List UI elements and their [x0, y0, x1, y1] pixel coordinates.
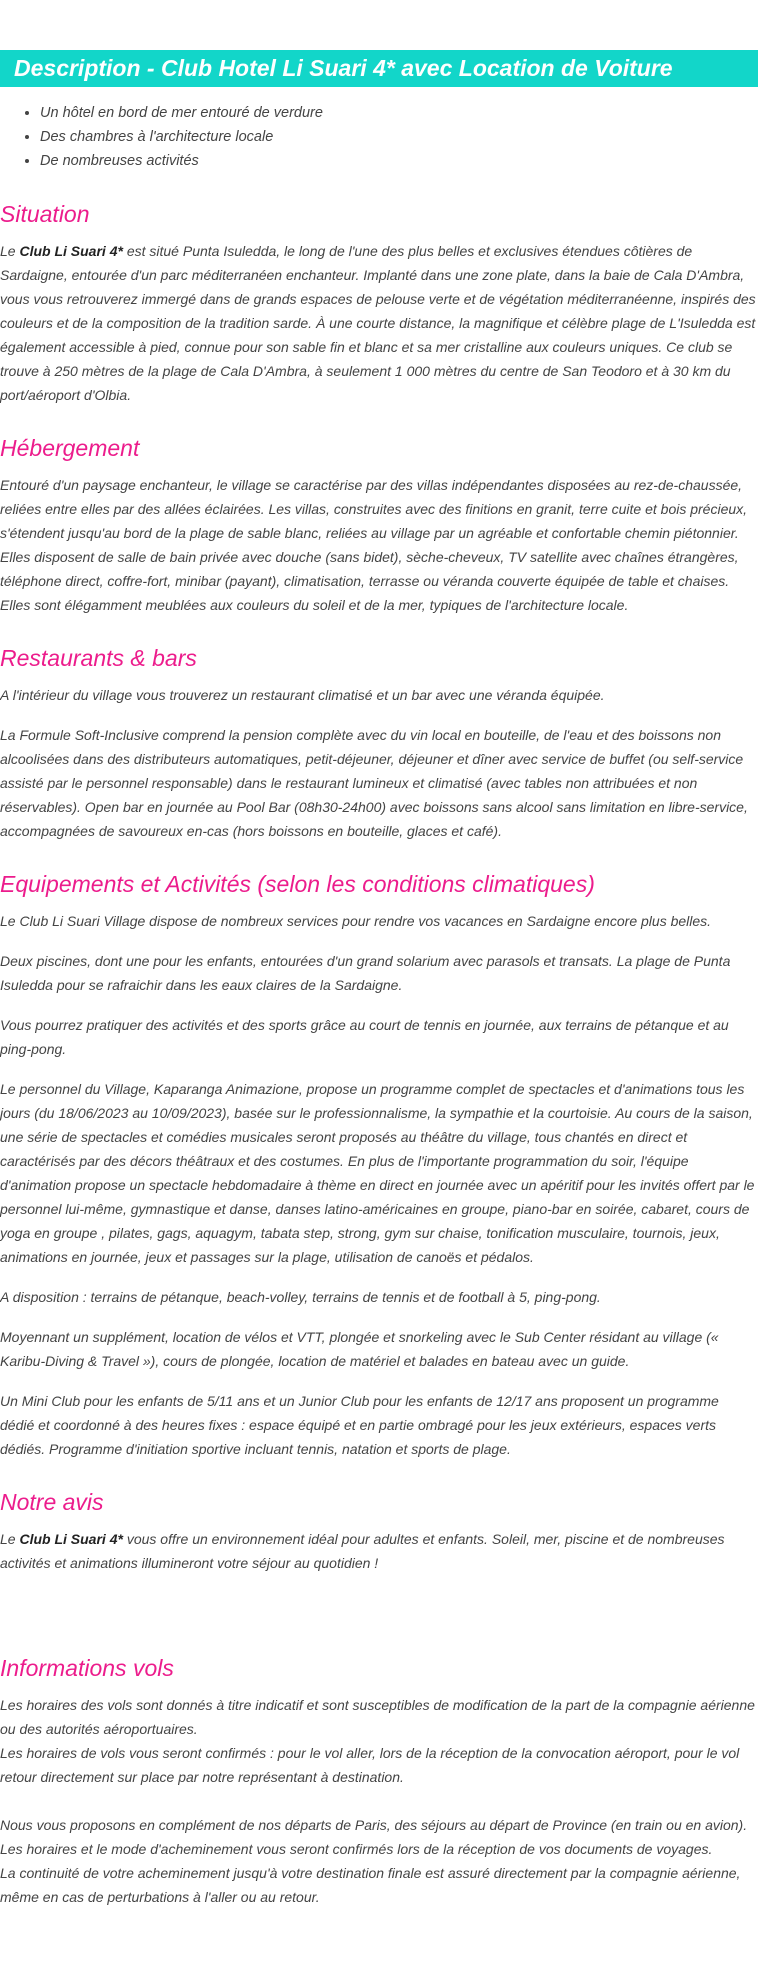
- vols-line-3: Nous vous proposons en complément de nos départs de Paris, des séjours au départ de Province (en train ou en avion).: [0, 1817, 748, 1833]
- situation-paragraph: Le Club Li Suari 4* est situé Punta Isuledda, le long de l'une des plus belles et exclusives étendues côtières de Sardaigne, entourée d'un parc méditerranéen enchanteur. Implanté dans une zone plate, dans la baie de Cala D'Ambra, vous vous retrouverez immergé dans de grands espaces de pelouse verte et de végétation méditerranéenne, inspirés des couleurs et de la composition de la tradition sarde. À une courte distance, la magnifique et célèbre plage de L'Isuledda est également accessible à pied, connue pour son sable fin et blanc et sa mer cristalline aux couleurs uniques. Ce club se trouve à 250 mètres de la plage de Cala D'Ambra, à seulement 1 000 mètres du centre de San Teodoro et à 30 km du port/aéroport d'Olbia.: [0, 243, 756, 403]
- equipements-paragraph-3: Vous pourrez pratiquer des activités et des sports grâce au court de tennis en journée, aux terrains de pétanque et au ping-pong.: [0, 1017, 729, 1057]
- hebergement-paragraph: Entouré d'un paysage enchanteur, le village se caractérise par des villas indépendantes disposées au rez-de-chaussée, reliées entre elles par des allées éclairées. Les villas, construites avec des finitions en granit, terre cuite et bois précieux, s'étendent jusqu'au bord de la plage de sable blanc, reliées au village par un agréable et confortable chemin piétonnier. Elles disposent de salle de bain privée avec douche (sans bidet), sèche-cheveux, TV satellite avec chaînes étrangères, téléphone direct, coffre-fort, minibar (payant), climatisation, terrasse ou véranda couverte équipée de table et chaises. Elles sont élégamment meublées aux couleurs du soleil et de la mer, typiques de l'architecture locale.: [0, 477, 748, 613]
- equipements-paragraph-5: A disposition : terrains de pétanque, beach-volley, terrains de tennis et de football à 5, ping-pong.: [0, 1289, 601, 1305]
- page-title-banner: [0, 50, 758, 87]
- page-title: Description - Club Hotel Li Suari 4* avec Location de Voiture: [14, 55, 673, 81]
- list-item: • Des chambres à l'architecture locale: [40, 125, 758, 149]
- spacer: [0, 1789, 758, 1813]
- list-item: • De nombreuses activités: [40, 149, 758, 173]
- restaurants-paragraph-2: La Formule Soft-Inclusive comprend la pension complète avec du vin local en bouteille, de l'eau et des boissons non alcoolisées dans des distributeurs automatiques, petit-déjeuner, déjeuner et dîner avec service de buffet (ou self-service assisté par le personnel responsable) dans le restaurant lumineux et climatisé (avec tables non attribuées et non réservables). Open bar en journée au Pool Bar (08h30-24h00) avec boissons sans alcool sans limitation en libre-service, accompagnées de savoureux en-cas (hors boissons en bouteille, glaces et café).: [0, 727, 748, 839]
- equipements-paragraph-6: Moyennant un supplément, location de vélos et VTT, plongée et snorkeling avec le Sub Center résidant au village (« Karibu-Diving & Travel »), cours de plongée, location de matériel et balades en bateau avec un guide.: [0, 1329, 719, 1369]
- vols-line-1: Les horaires des vols sont donnés à titre indicatif et sont susceptibles de modification de la part de la compagnie aérienne ou des autorités aéroportuaires.: [0, 1697, 755, 1737]
- description-content: [0, 50, 758, 1909]
- hotel-name: Club Li Suari 4*: [19, 243, 123, 259]
- section-heading-avis: Notre avis: [0, 1489, 104, 1515]
- section-heading-vols: Informations vols: [0, 1655, 174, 1681]
- vols-line-5: La continuité de votre acheminement jusqu'à votre destination finale est assuré directement par la compagnie aérienne, même en cas de perturbations à l'aller ou au retour.: [0, 1865, 741, 1905]
- vols-text: [0, 1693, 758, 1909]
- section-heading-restaurants: Restaurants & bars: [0, 645, 197, 671]
- list-item: • Un hôtel en bord de mer entouré de verdure: [40, 101, 758, 125]
- highlights-list: [0, 101, 758, 173]
- section-heading-situation: Situation: [0, 201, 90, 227]
- section-heading-equipements: Equipements et Activités (selon les conditions climatiques): [0, 871, 595, 897]
- equipements-paragraph-1: Le Club Li Suari Village dispose de nombreux services pour rendre vos vacances en Sardaigne encore plus belles.: [0, 913, 712, 929]
- avis-paragraph: Le Club Li Suari 4* vous offre un environnement idéal pour adultes et enfants. Soleil, mer, piscine et de nombreuses activités et animations illumineront votre séjour au quotidien !: [0, 1531, 725, 1571]
- equipements-paragraph-2: Deux piscines, dont une pour les enfants, entourées d'un grand solarium avec parasols et transats. La plage de Punta Isuledda pour se rafraichir dans les eaux claires de la Sardaigne.: [0, 953, 731, 993]
- equipements-paragraph-7: Un Mini Club pour les enfants de 5/11 ans et un Junior Club pour les enfants de 12/17 ans proposent un programme dédié et coordonné à des heures fixes : espace équipé et en partie ombragé pour les jeux extérieurs, espaces verts dédiés. Programme d'initiation sportive incluant tennis, natation et sports de plage.: [0, 1393, 719, 1457]
- section-heading-hebergement: Hébergement: [0, 435, 140, 461]
- vols-line-4: Les horaires et le mode d'acheminement vous seront confirmés lors de la réception de vos documents de voyages.: [0, 1841, 713, 1857]
- hotel-name: Club Li Suari 4*: [19, 1531, 123, 1547]
- spacer: [0, 1591, 758, 1627]
- restaurants-paragraph-1: A l'intérieur du village vous trouverez un restaurant climatisé et un bar avec une véranda équipée.: [0, 687, 605, 703]
- equipements-paragraph-4: Le personnel du Village, Kaparanga Animazione, propose un programme complet de spectacles et d'animations tous les jours (du 18/06/2023 au 10/09/2023), basée sur le professionnalisme, la sympathie et la courtoisie. Au cours de la saison, une série de spectacles et comédies musicales seront proposés au théâtre du village, tous chantés en direct et caractérisés par des décors théâtraux et des costumes. En plus de l'importante programmation du soir, l'équipe d'animation propose un spectacle hebdomadaire à thème en direct en journée avec un apéritif pour les invités offert par le personnel lui-même, gymnastique et danse, danses latino-américaines en groupe, piano-bar en soirée, cabaret, cours de yoga en groupe , pilates, gags, aquagym, tabata step, strong, gym sur chaise, tonification musculaire, tournois, jeux, animations en journée, jeux et passages sur la plage, utilisation de canoës et pédalos.: [0, 1081, 755, 1265]
- vols-line-2: Les horaires de vols vous seront confirmés : pour le vol aller, lors de la réception de la convocation aéroport, pour le vol retour directement sur place par notre représentant à destination.: [0, 1745, 740, 1785]
